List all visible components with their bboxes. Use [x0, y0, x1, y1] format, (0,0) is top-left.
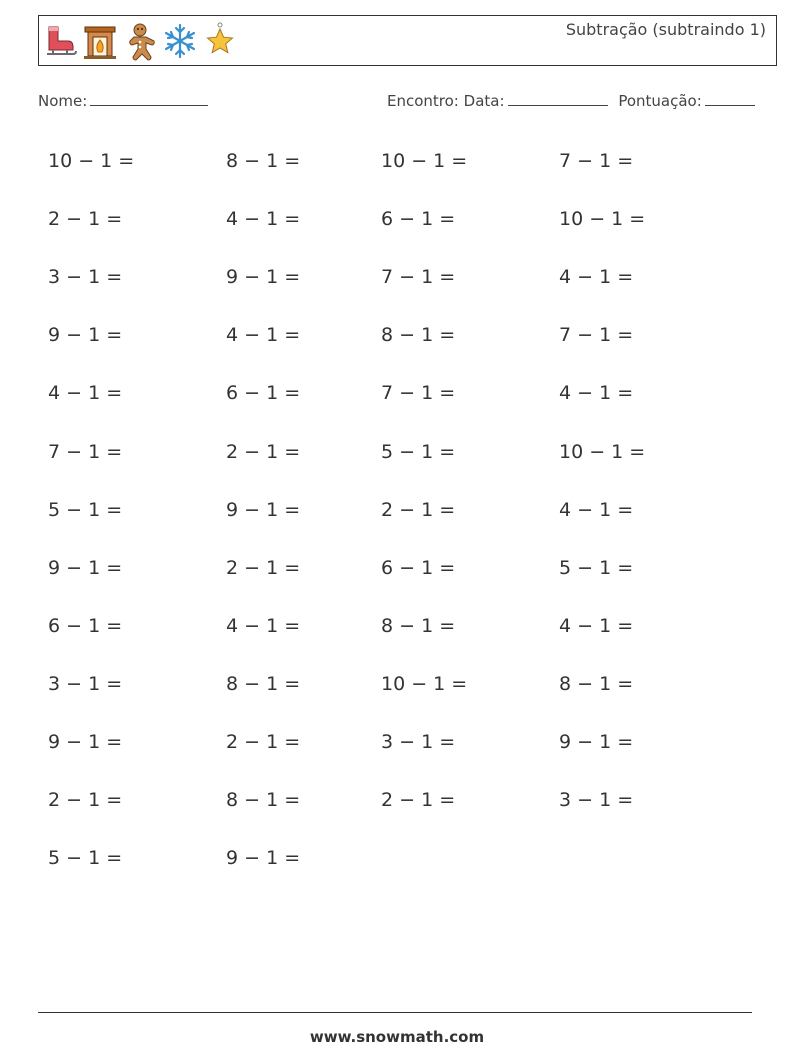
problem-item: 2 − 1 =	[48, 789, 123, 811]
problem-item: 6 − 1 =	[381, 208, 456, 230]
ice-skate-icon	[43, 21, 77, 61]
problem-item: 4 − 1 =	[226, 615, 301, 637]
problem-item: 2 − 1 =	[381, 789, 456, 811]
header-box	[38, 15, 777, 66]
problem-item: 2 − 1 =	[226, 731, 301, 753]
star-ornament-icon	[203, 21, 237, 61]
problem-item: 8 − 1 =	[226, 150, 301, 172]
problem-item: 6 − 1 =	[226, 382, 301, 404]
problem-item: 8 − 1 =	[381, 324, 456, 346]
problem-item: 7 − 1 =	[559, 150, 634, 172]
problem-item: 7 − 1 =	[381, 266, 456, 288]
problem-item: 10 − 1 =	[559, 208, 646, 230]
problem-item: 7 − 1 =	[559, 324, 634, 346]
score-label: Pontuação:	[618, 92, 702, 110]
page-title: Subtração (subtraindo 1)	[565, 20, 766, 39]
problem-item: 2 − 1 =	[226, 441, 301, 463]
problem-item: 9 − 1 =	[226, 847, 301, 869]
problem-item: 3 − 1 =	[381, 731, 456, 753]
problem-item: 4 − 1 =	[48, 382, 123, 404]
problem-item: 4 − 1 =	[559, 615, 634, 637]
problem-item: 2 − 1 =	[381, 499, 456, 521]
problem-item: 8 − 1 =	[559, 673, 634, 695]
name-field[interactable]	[38, 92, 208, 110]
problem-item: 9 − 1 =	[48, 324, 123, 346]
problem-item: 5 − 1 =	[48, 499, 123, 521]
problem-item: 4 − 1 =	[559, 499, 634, 521]
name-blank[interactable]	[90, 104, 208, 106]
footer-url: www.snowmath.com	[309, 1028, 485, 1046]
problem-item: 9 − 1 =	[559, 731, 634, 753]
problem-item: 8 − 1 =	[226, 789, 301, 811]
problem-item: 2 − 1 =	[226, 557, 301, 579]
problem-item: 10 − 1 =	[559, 441, 646, 463]
problem-item: 7 − 1 =	[381, 382, 456, 404]
problem-item: 10 − 1 =	[381, 150, 468, 172]
problem-item: 4 − 1 =	[559, 382, 634, 404]
problem-item: 10 − 1 =	[48, 150, 135, 172]
problem-item: 9 − 1 =	[226, 499, 301, 521]
name-label: Nome:	[38, 92, 88, 110]
problem-item: 4 − 1 =	[226, 324, 301, 346]
problem-item: 5 − 1 =	[48, 847, 123, 869]
date-label: Data:	[463, 92, 505, 110]
icon-strip	[43, 21, 237, 61]
problem-item: 6 − 1 =	[381, 557, 456, 579]
problem-item: 6 − 1 =	[48, 615, 123, 637]
problem-item: 4 − 1 =	[226, 208, 301, 230]
problem-item: 5 − 1 =	[381, 441, 456, 463]
meeting-date-score	[387, 92, 755, 110]
problem-item: 2 − 1 =	[48, 208, 123, 230]
score-blank[interactable]	[705, 104, 755, 106]
problem-item: 8 − 1 =	[381, 615, 456, 637]
info-row	[38, 92, 778, 116]
snowflake-icon	[163, 21, 197, 61]
problem-item: 4 − 1 =	[559, 266, 634, 288]
problem-item: 5 − 1 =	[559, 557, 634, 579]
fireplace-icon	[83, 21, 117, 61]
problem-item: 9 − 1 =	[226, 266, 301, 288]
problem-item: 9 − 1 =	[48, 557, 123, 579]
problem-item: 10 − 1 =	[381, 673, 468, 695]
problem-item: 7 − 1 =	[48, 441, 123, 463]
problem-item: 8 − 1 =	[226, 673, 301, 695]
problem-item: 3 − 1 =	[559, 789, 634, 811]
footer-divider	[38, 1012, 752, 1013]
problem-item: 9 − 1 =	[48, 731, 123, 753]
date-blank[interactable]	[508, 104, 608, 106]
problem-item: 3 − 1 =	[48, 266, 123, 288]
gingerbread-man-icon	[123, 21, 157, 61]
meeting-label: Encontro:	[387, 92, 459, 110]
problem-item: 3 − 1 =	[48, 673, 123, 695]
